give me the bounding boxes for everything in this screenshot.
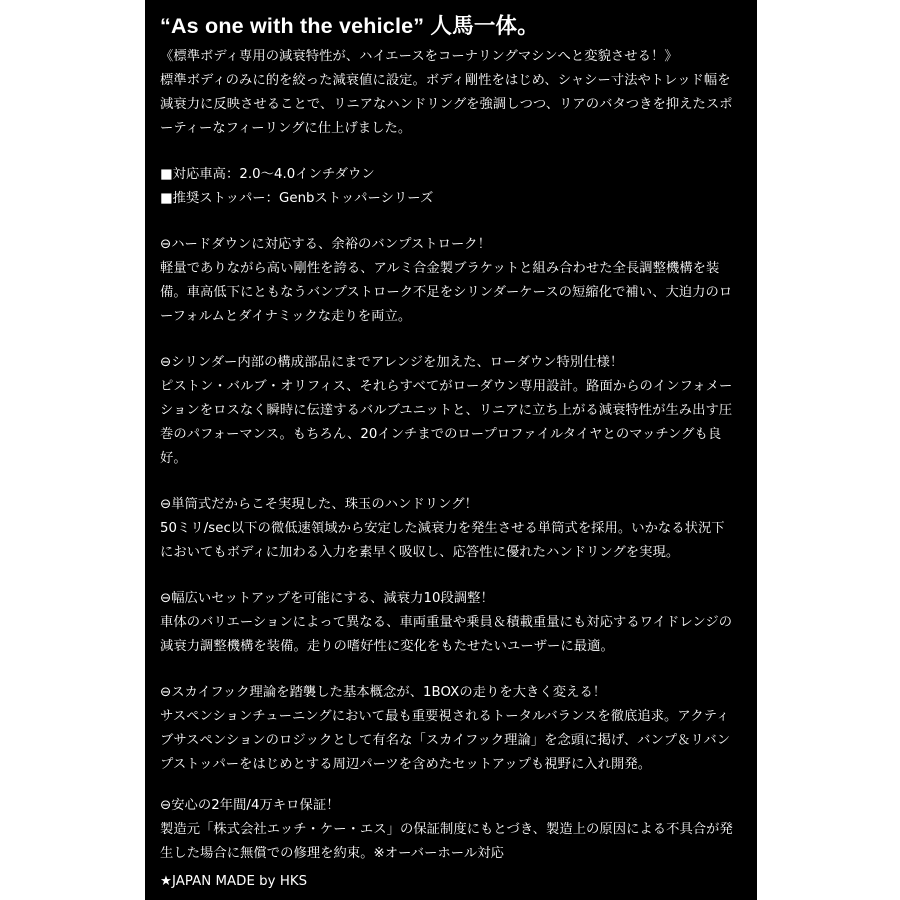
feature-heading: ⊖スカイフック理論を踏襲した基本概念が、1BOXの走りを大きく変える！ — [160, 685, 607, 700]
feature-line: 巻のパフォーマンス。もちろん、20インチまでのロープロファイルタイヤとのマッチングも良 — [160, 427, 722, 442]
feature-line: プストッパーをはじめとする周辺パーツを含めたセットアップも視野に入れ開発。 — [160, 757, 652, 772]
feature-line: においてもボディに加わる入力を素早く吸収し、応答性に優れたハンドリングを実現。 — [160, 545, 680, 560]
feature-section — [160, 681, 757, 777]
page-title: “As one with the vehicle” 人馬一体。 — [160, 14, 539, 38]
spec-vehicle-height: ■対応車高：2.0～4.0インチダウン — [160, 167, 375, 182]
feature-heading: ⊖ハードダウンに対応する、余裕のバンプストローク！ — [160, 237, 491, 252]
feature-line: サスペンションチューニングにおいて最も重要視されるトータルバランスを徹底追求。アクティ — [160, 709, 730, 724]
feature-line: 50ミリ/sec以下の微低速領域から安定した減衰力を発生させる単筒式を採用。いかなる状況下 — [160, 521, 725, 536]
feature-section — [160, 351, 757, 471]
footer-made-in: ★JAPAN MADE by HKS — [160, 874, 308, 889]
product-description-panel — [145, 0, 757, 900]
feature-heading: ⊖安心の2年間/4万キロ保証！ — [160, 798, 340, 813]
intro-line: 《標準ボディ専用の減衰特性が、ハイエースをコーナリングマシンへと変貌させる！》 — [160, 49, 678, 64]
feature-heading: ⊖シリンダー内部の構成部品にまでアレンジを加えた、ローダウン特別仕様！ — [160, 355, 624, 370]
feature-line: ションをロスなく瞬時に伝達するバルブユニットと、リニアに立ち上がる減衰特性が生み出す圧 — [160, 403, 733, 418]
feature-line: 備。車高低下にともなうバンプストローク不足をシリンダーケースの短縮化で補い、大迫力のロ — [160, 285, 733, 300]
feature-line: ピストン・バルブ・オリフィス、それらすべてがローダウン専用設計。路面からのインフォメー — [160, 379, 733, 394]
intro-line: 標準ボディのみに的を絞った減衰値に設定。ボディ剛性をはじめ、シャシー寸法やトレッド幅を — [160, 73, 731, 88]
feature-line: 製造元「株式会社エッチ・ケー・エス」の保証制度にもとづき、製造上の原因による不具合が発 — [160, 822, 733, 837]
feature-line: ーフォルムとダイナミックな走りを両立。 — [160, 309, 412, 324]
spec-recommended-stopper: ■推奨ストッパー：Genbストッパーシリーズ — [160, 191, 434, 206]
intro-line: 減衰力に反映させることで、リニアなハンドリングを強調しつつ、リアのバタつきを抑えたスポ — [160, 97, 733, 112]
intro-line: ーティーなフィーリングに仕上げました。 — [160, 121, 412, 136]
feature-line: 好。 — [160, 451, 187, 466]
feature-line: 生した場合に無償での修理を約束。※オーバーホール対応 — [160, 846, 504, 861]
feature-line: 減衰力調整機構を装備。走りの嗜好性に変化をもたせたいユーザーに最適。 — [160, 639, 614, 654]
feature-heading: ⊖単筒式だからこそ実現した、珠玉のハンドリング！ — [160, 497, 478, 512]
feature-line: 車体のバリエーションによって異なる、車両重量や乗員＆積載重量にも対応するワイドレンジの — [160, 615, 733, 630]
feature-line: ブサスペンションのロジックとして有名な「スカイフック理論」を念頭に掲げ、バンプ＆リバン — [160, 733, 731, 748]
feature-section — [160, 493, 757, 565]
feature-section — [160, 794, 757, 866]
feature-section — [160, 587, 757, 659]
spec-section — [160, 163, 757, 211]
intro-section — [160, 45, 757, 141]
feature-heading: ⊖幅広いセットアップを可能にする、減衰力10段調整！ — [160, 591, 494, 606]
feature-section — [160, 233, 757, 329]
feature-line: 軽量でありながら高い剛性を誇る、アルミ合金製ブラケットと組み合わせた全長調整機構を装 — [160, 261, 720, 276]
